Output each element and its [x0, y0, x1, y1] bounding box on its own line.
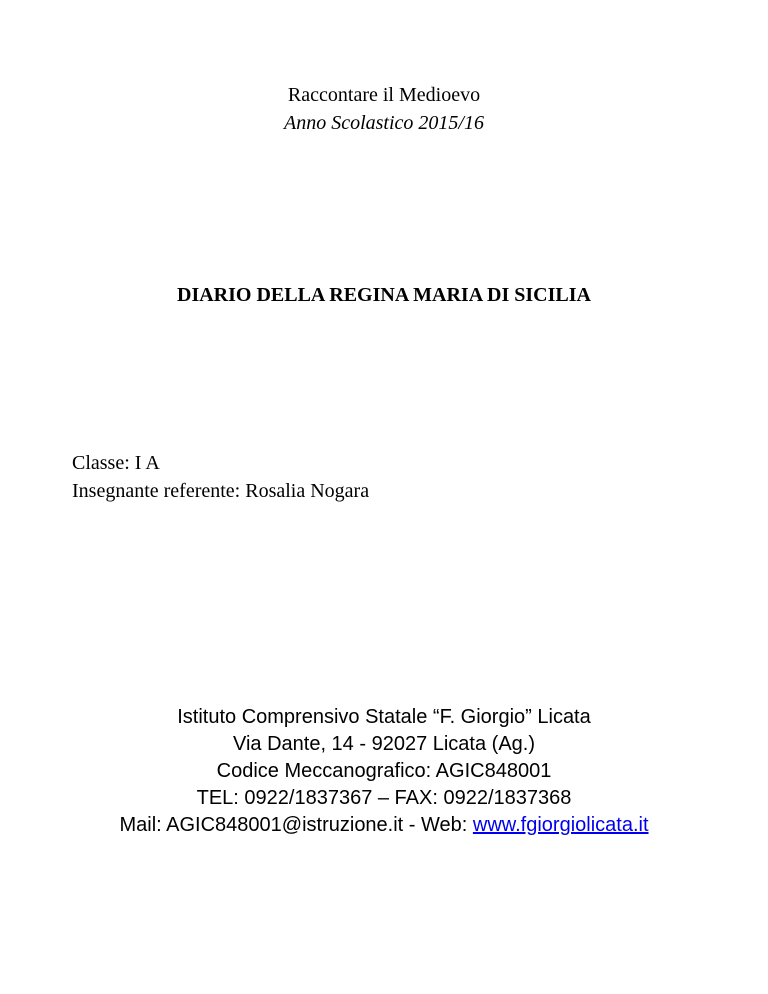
document-title: DIARIO DELLA REGINA MARIA DI SICILIA: [177, 284, 591, 306]
phone-fax-line: TEL: 0922/1837367 – FAX: 0922/1837368: [196, 787, 572, 809]
school-code: Codice Meccanografico: AGIC848001: [216, 760, 552, 782]
header-title: Raccontare il Medioevo: [287, 84, 481, 106]
teacher-line: Insegnante referente: Rosalia Nogara: [72, 480, 370, 502]
class-line: Classe: I A: [72, 452, 160, 474]
contact-line: [0, 814, 768, 837]
school-year-subtitle: Anno Scolastico 2015/16: [284, 112, 484, 134]
mail-text: Mail: AGIC848001@istruzione.it - Web:: [119, 814, 473, 836]
school-name: Istituto Comprensivo Statale “F. Giorgio” Licata: [177, 706, 591, 728]
website-link[interactable]: www.fgiorgiolicata.it: [472, 814, 649, 836]
school-address: Via Dante, 14 - 92027 Licata (Ag.): [232, 733, 536, 755]
